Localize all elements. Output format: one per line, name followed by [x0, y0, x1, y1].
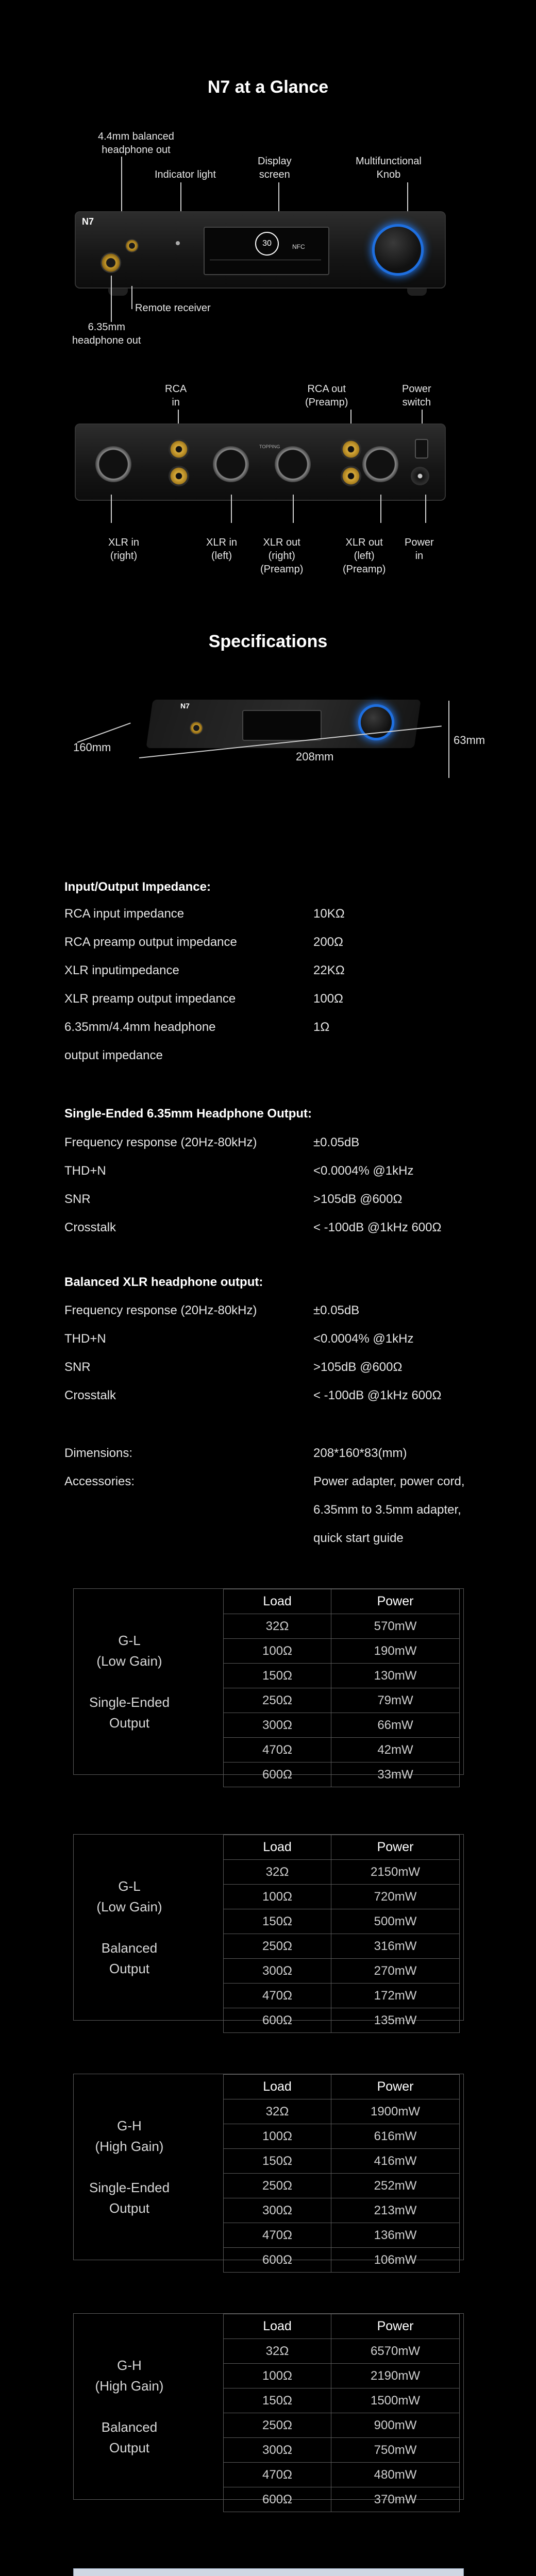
- rca-in-bottom: [169, 466, 189, 486]
- spec-label: output impedance: [64, 1048, 163, 1062]
- power-table-cell: 150Ω: [224, 2388, 331, 2413]
- power-table-row: [224, 1984, 460, 2008]
- glance-title: N7 at a Glance: [207, 77, 329, 97]
- power-table-title-line: G-L: [118, 1633, 141, 1648]
- power-table-cell: 600Ω: [224, 1762, 331, 1787]
- spec-label: Crosstalk: [64, 1388, 116, 1402]
- power-table-row: [224, 2388, 460, 2413]
- power-table-cell: 106mW: [331, 2248, 460, 2273]
- leader-power-in: [425, 495, 426, 523]
- rca-in-top: [169, 439, 189, 460]
- spec-value: 200Ω: [313, 935, 343, 949]
- spec-value: ±0.05dB: [313, 1303, 360, 1317]
- label-xlr-in-left: XLR in (left): [206, 537, 238, 562]
- dim-depth: 160mm: [73, 741, 111, 754]
- label-balanced-out: 4.4mm balanced headphone out: [98, 131, 174, 156]
- power-table-row: [224, 1959, 460, 1984]
- power-table-cell: 600Ω: [224, 2008, 331, 2033]
- spec-value: ±0.05dB: [313, 1136, 360, 1149]
- screen-volume: 30: [255, 232, 279, 256]
- power-table-cell: 470Ω: [224, 1984, 331, 2008]
- rca-out-top: [341, 439, 361, 460]
- label-display: Display screen: [258, 156, 292, 180]
- power-table-grid: [223, 2074, 460, 2273]
- power-table-row: [224, 2174, 460, 2198]
- power-table-cell: 300Ω: [224, 1959, 331, 1984]
- power-table-cell: 720mW: [331, 1885, 460, 1909]
- power-table-row: [224, 1885, 460, 1909]
- dim-line-depth: [77, 722, 131, 743]
- label-xlr-out-right: XLR out (right) (Preamp): [260, 537, 304, 575]
- spec-device-jack: [190, 721, 203, 735]
- power-table: [73, 1588, 464, 1782]
- label-receiver: Remote receiver: [135, 302, 211, 314]
- power-table-row: [224, 2124, 460, 2149]
- label-rca-in: RCA in: [165, 383, 187, 408]
- spec-label: THD+N: [64, 1164, 106, 1178]
- foot-right: [407, 289, 427, 296]
- device-front: [75, 211, 446, 289]
- power-table-row: [224, 2487, 460, 2512]
- power-table-cell: 42mW: [331, 1738, 460, 1762]
- power-table-cell: 150Ω: [224, 1664, 331, 1688]
- power-table-row: [224, 1909, 460, 1934]
- power-table-cell: 130mW: [331, 1664, 460, 1688]
- rca-out-bottom: [341, 466, 361, 486]
- label-power-switch: Power switch: [402, 383, 431, 408]
- power-table-title-line: [127, 2157, 131, 2177]
- power-table-title-line: [127, 2396, 131, 2417]
- leader-xlr-in-right: [111, 495, 112, 523]
- power-table-cell: 100Ω: [224, 2124, 331, 2149]
- power-switch: [415, 439, 428, 459]
- se-heading: Single-Ended 6.35mm Headphone Output:: [64, 1107, 312, 1121]
- xlr-out-left: [362, 446, 398, 482]
- power-table-row: [224, 1639, 460, 1664]
- power-table-cell: 480mW: [331, 2463, 460, 2487]
- dim-width: 208mm: [296, 750, 334, 763]
- power-table-title-line: (Low Gain): [96, 1899, 162, 1914]
- spec-label: THD+N: [64, 1332, 106, 1346]
- power-table-cell: 900mW: [331, 2413, 460, 2438]
- power-table-cell: 300Ω: [224, 2438, 331, 2463]
- power-table-grid: [223, 1835, 460, 2033]
- leader-se-out: [111, 276, 112, 322]
- power-table-row: [224, 2364, 460, 2388]
- xlr-in-right: [95, 446, 131, 482]
- spec-value: >105dB @600Ω: [313, 1360, 403, 1374]
- spec-value: < -100dB @1kHz 600Ω: [313, 1388, 442, 1402]
- power-table-cell: 100Ω: [224, 1885, 331, 1909]
- label-power-in: Power in: [405, 537, 434, 562]
- power-table-cell: 33mW: [331, 1762, 460, 1787]
- spec-label: XLR inputimpedance: [64, 963, 179, 977]
- power-table-title-line: [127, 1671, 131, 1692]
- power-table-row: [224, 2463, 460, 2487]
- screen-tag: NFC: [292, 243, 305, 250]
- power-table-row: [224, 2248, 460, 2273]
- power-table-cell: 500mW: [331, 1909, 460, 1934]
- jack-635: [100, 252, 121, 273]
- dimensions-value: 208*160*83(mm): [313, 1446, 407, 1460]
- spec-label: XLR preamp output impedance: [64, 992, 236, 1006]
- power-table-cell: 213mW: [331, 2198, 460, 2223]
- power-in-jack: [411, 467, 429, 485]
- header-cell: Load: [224, 1835, 331, 1860]
- spec-label: Crosstalk: [64, 1221, 116, 1234]
- dim-line-height: [448, 701, 449, 778]
- power-table-cell: 150Ω: [224, 2149, 331, 2174]
- dimensions-label: Dimensions:: [64, 1446, 133, 1460]
- power-table-header: [224, 1589, 460, 1614]
- power-table-cell: 300Ω: [224, 2198, 331, 2223]
- spec-label: RCA input impedance: [64, 907, 185, 921]
- accessories-line-1: Power adapter, power cord,: [313, 1475, 465, 1488]
- power-table-cell: 416mW: [331, 2149, 460, 2174]
- power-table: [73, 1834, 464, 2027]
- power-table-grid: [223, 2314, 460, 2512]
- power-table-title-line: Output: [109, 2200, 150, 2216]
- spec-value: 1Ω: [313, 1020, 330, 1034]
- rear-text: TOPPING: [259, 444, 280, 449]
- accessories-label: Accessories:: [64, 1475, 135, 1488]
- power-table-cell: 252mW: [331, 2174, 460, 2198]
- power-table-title-line: Output: [109, 2440, 150, 2455]
- header-cell: Load: [224, 1589, 331, 1614]
- power-table-title-line: (Low Gain): [96, 1653, 162, 1669]
- indicator-light: [176, 241, 180, 245]
- leader-receiver: [131, 286, 132, 309]
- header-cell: Power: [331, 1835, 460, 1860]
- power-table-cell: 32Ω: [224, 2099, 331, 2124]
- spec-label: Frequency response (20Hz-80kHz): [64, 1303, 257, 1317]
- power-table: [73, 2074, 464, 2267]
- power-table-title-line: G-L: [118, 1878, 141, 1894]
- power-table-cell: 750mW: [331, 2438, 460, 2463]
- power-table-cell: 2150mW: [331, 1860, 460, 1885]
- power-table-title-line: Output: [109, 1961, 150, 1976]
- power-table-title-line: Single-Ended: [89, 1694, 170, 1710]
- label-xlr-out-left: XLR out (left) (Preamp): [343, 537, 386, 575]
- leader-xlr-out-right: [293, 495, 294, 523]
- power-table-title: [74, 1835, 185, 2020]
- power-table-cell: 250Ω: [224, 2174, 331, 2198]
- power-table-row: [224, 2149, 460, 2174]
- power-table-grid: [223, 1589, 460, 1787]
- spec-value: <0.0004% @1kHz: [313, 1332, 414, 1346]
- power-table-cell: 250Ω: [224, 2413, 331, 2438]
- power-table-title-line: (High Gain): [95, 2139, 164, 2154]
- power-table-row: [224, 1860, 460, 1885]
- header-cell: Power: [331, 2075, 460, 2099]
- power-table-cell: 270mW: [331, 1959, 460, 1984]
- power-table-cell: 470Ω: [224, 2223, 331, 2248]
- power-table-title-line: Balanced: [101, 1940, 158, 1956]
- label-rca-out: RCA out (Preamp): [305, 383, 348, 408]
- spec-value: <0.0004% @1kHz: [313, 1164, 414, 1178]
- power-table-header: [224, 2075, 460, 2099]
- power-table-cell: 66mW: [331, 1713, 460, 1738]
- device-rear: [75, 423, 446, 501]
- spec-label: Frequency response (20Hz-80kHz): [64, 1136, 257, 1149]
- power-table-cell: 135mW: [331, 2008, 460, 2033]
- power-table-cell: 32Ω: [224, 2339, 331, 2364]
- label-xlr-in-right: XLR in (right): [108, 537, 140, 562]
- power-table-cell: 470Ω: [224, 2463, 331, 2487]
- power-table-cell: 600Ω: [224, 2248, 331, 2273]
- spec-value: 22KΩ: [313, 963, 345, 977]
- power-table-cell: 316mW: [331, 1934, 460, 1959]
- power-table-title-line: (High Gain): [95, 2378, 164, 2394]
- power-table-cell: 250Ω: [224, 1688, 331, 1713]
- power-table-cell: 1900mW: [331, 2099, 460, 2124]
- spec-value: 100Ω: [313, 992, 343, 1006]
- power-table-cell: 470Ω: [224, 1738, 331, 1762]
- label-indicator: Indicator light: [155, 169, 216, 180]
- power-table-title-line: Output: [109, 1715, 150, 1731]
- header-cell: Power: [331, 1589, 460, 1614]
- power-table-cell: 100Ω: [224, 2364, 331, 2388]
- spec-label: SNR: [64, 1360, 91, 1374]
- header-cell: Power: [331, 2314, 460, 2339]
- specs-title: Specifications: [208, 632, 328, 651]
- power-table-cell: 172mW: [331, 1984, 460, 2008]
- multifunction-knob: [375, 227, 421, 273]
- display-screen: [204, 227, 329, 275]
- power-table-row: [224, 1614, 460, 1639]
- analyzer-screenshot-1: [73, 2568, 464, 2576]
- power-table-row: [224, 2223, 460, 2248]
- power-table-row: [224, 1738, 460, 1762]
- analyzer-menubar: [74, 2569, 464, 2576]
- impedance-heading: Input/Output Impedance:: [64, 880, 211, 894]
- power-table-title-line: Balanced: [101, 2419, 158, 2435]
- power-table-row: [224, 1762, 460, 1787]
- power-table-cell: 190mW: [331, 1639, 460, 1664]
- power-table-cell: 250Ω: [224, 1934, 331, 1959]
- power-table-cell: 616mW: [331, 2124, 460, 2149]
- power-table-cell: 370mW: [331, 2487, 460, 2512]
- leader-xlr-in-left: [231, 495, 232, 523]
- power-table-header: [224, 1835, 460, 1860]
- power-table-title: [74, 2314, 185, 2499]
- spec-value: >105dB @600Ω: [313, 1192, 403, 1206]
- power-table-cell: 1500mW: [331, 2388, 460, 2413]
- power-table-header: [224, 2314, 460, 2339]
- power-table-cell: 136mW: [331, 2223, 460, 2248]
- spec-device-screen: [242, 710, 322, 741]
- accessories-line-3: quick start guide: [313, 1531, 404, 1545]
- spec-device-brand: N7: [180, 702, 190, 710]
- leader-knob: [407, 182, 408, 213]
- accessories-line-2: 6.35mm to 3.5mm adapter,: [313, 1503, 461, 1517]
- xlr-in-left: [213, 446, 249, 482]
- power-table-cell: 32Ω: [224, 1860, 331, 1885]
- power-table-row: [224, 1934, 460, 1959]
- power-table-row: [224, 1664, 460, 1688]
- jack-44: [125, 239, 139, 252]
- header-cell: Load: [224, 2314, 331, 2339]
- leader-xlr-out-left: [380, 495, 381, 523]
- power-table-row: [224, 2008, 460, 2033]
- xlr-out-right: [275, 446, 311, 482]
- spec-label: SNR: [64, 1192, 91, 1206]
- power-table-title-line: Single-Ended: [89, 2180, 170, 2195]
- power-table-row: [224, 1713, 460, 1738]
- screen-bar: [210, 260, 321, 266]
- device-brand: N7: [82, 216, 94, 227]
- power-table-cell: 600Ω: [224, 2487, 331, 2512]
- label-knob: Multifunctional Knob: [356, 156, 422, 180]
- power-table-row: [224, 2438, 460, 2463]
- power-table-title: [74, 2074, 185, 2260]
- power-table-row: [224, 2339, 460, 2364]
- power-table-row: [224, 2413, 460, 2438]
- power-table-cell: 300Ω: [224, 1713, 331, 1738]
- power-table-cell: 100Ω: [224, 1639, 331, 1664]
- power-table-title-line: G-H: [117, 2358, 142, 2373]
- power-table-cell: 79mW: [331, 1688, 460, 1713]
- bal-heading: Balanced XLR headphone output:: [64, 1275, 263, 1289]
- power-table-row: [224, 2198, 460, 2223]
- spec-value: 10KΩ: [313, 907, 345, 921]
- spec-label: RCA preamp output impedance: [64, 935, 237, 949]
- spec-label: 6.35mm/4.4mm headphone: [64, 1020, 216, 1034]
- power-table: [73, 2313, 464, 2506]
- power-table-cell: 2190mW: [331, 2364, 460, 2388]
- power-table-cell: 150Ω: [224, 1909, 331, 1934]
- dim-height: 63mm: [454, 734, 485, 747]
- power-table-title-line: G-H: [117, 2118, 142, 2133]
- power-table-cell: 32Ω: [224, 1614, 331, 1639]
- power-table-row: [224, 2099, 460, 2124]
- power-table-cell: 6570mW: [331, 2339, 460, 2364]
- spec-value: < -100dB @1kHz 600Ω: [313, 1221, 442, 1234]
- power-table-title: [74, 1589, 185, 1774]
- power-table-row: [224, 1688, 460, 1713]
- label-se-out: 6.35mm headphone out: [72, 321, 141, 346]
- header-cell: Load: [224, 2075, 331, 2099]
- power-table-cell: 570mW: [331, 1614, 460, 1639]
- power-table-title-line: [127, 1917, 131, 1938]
